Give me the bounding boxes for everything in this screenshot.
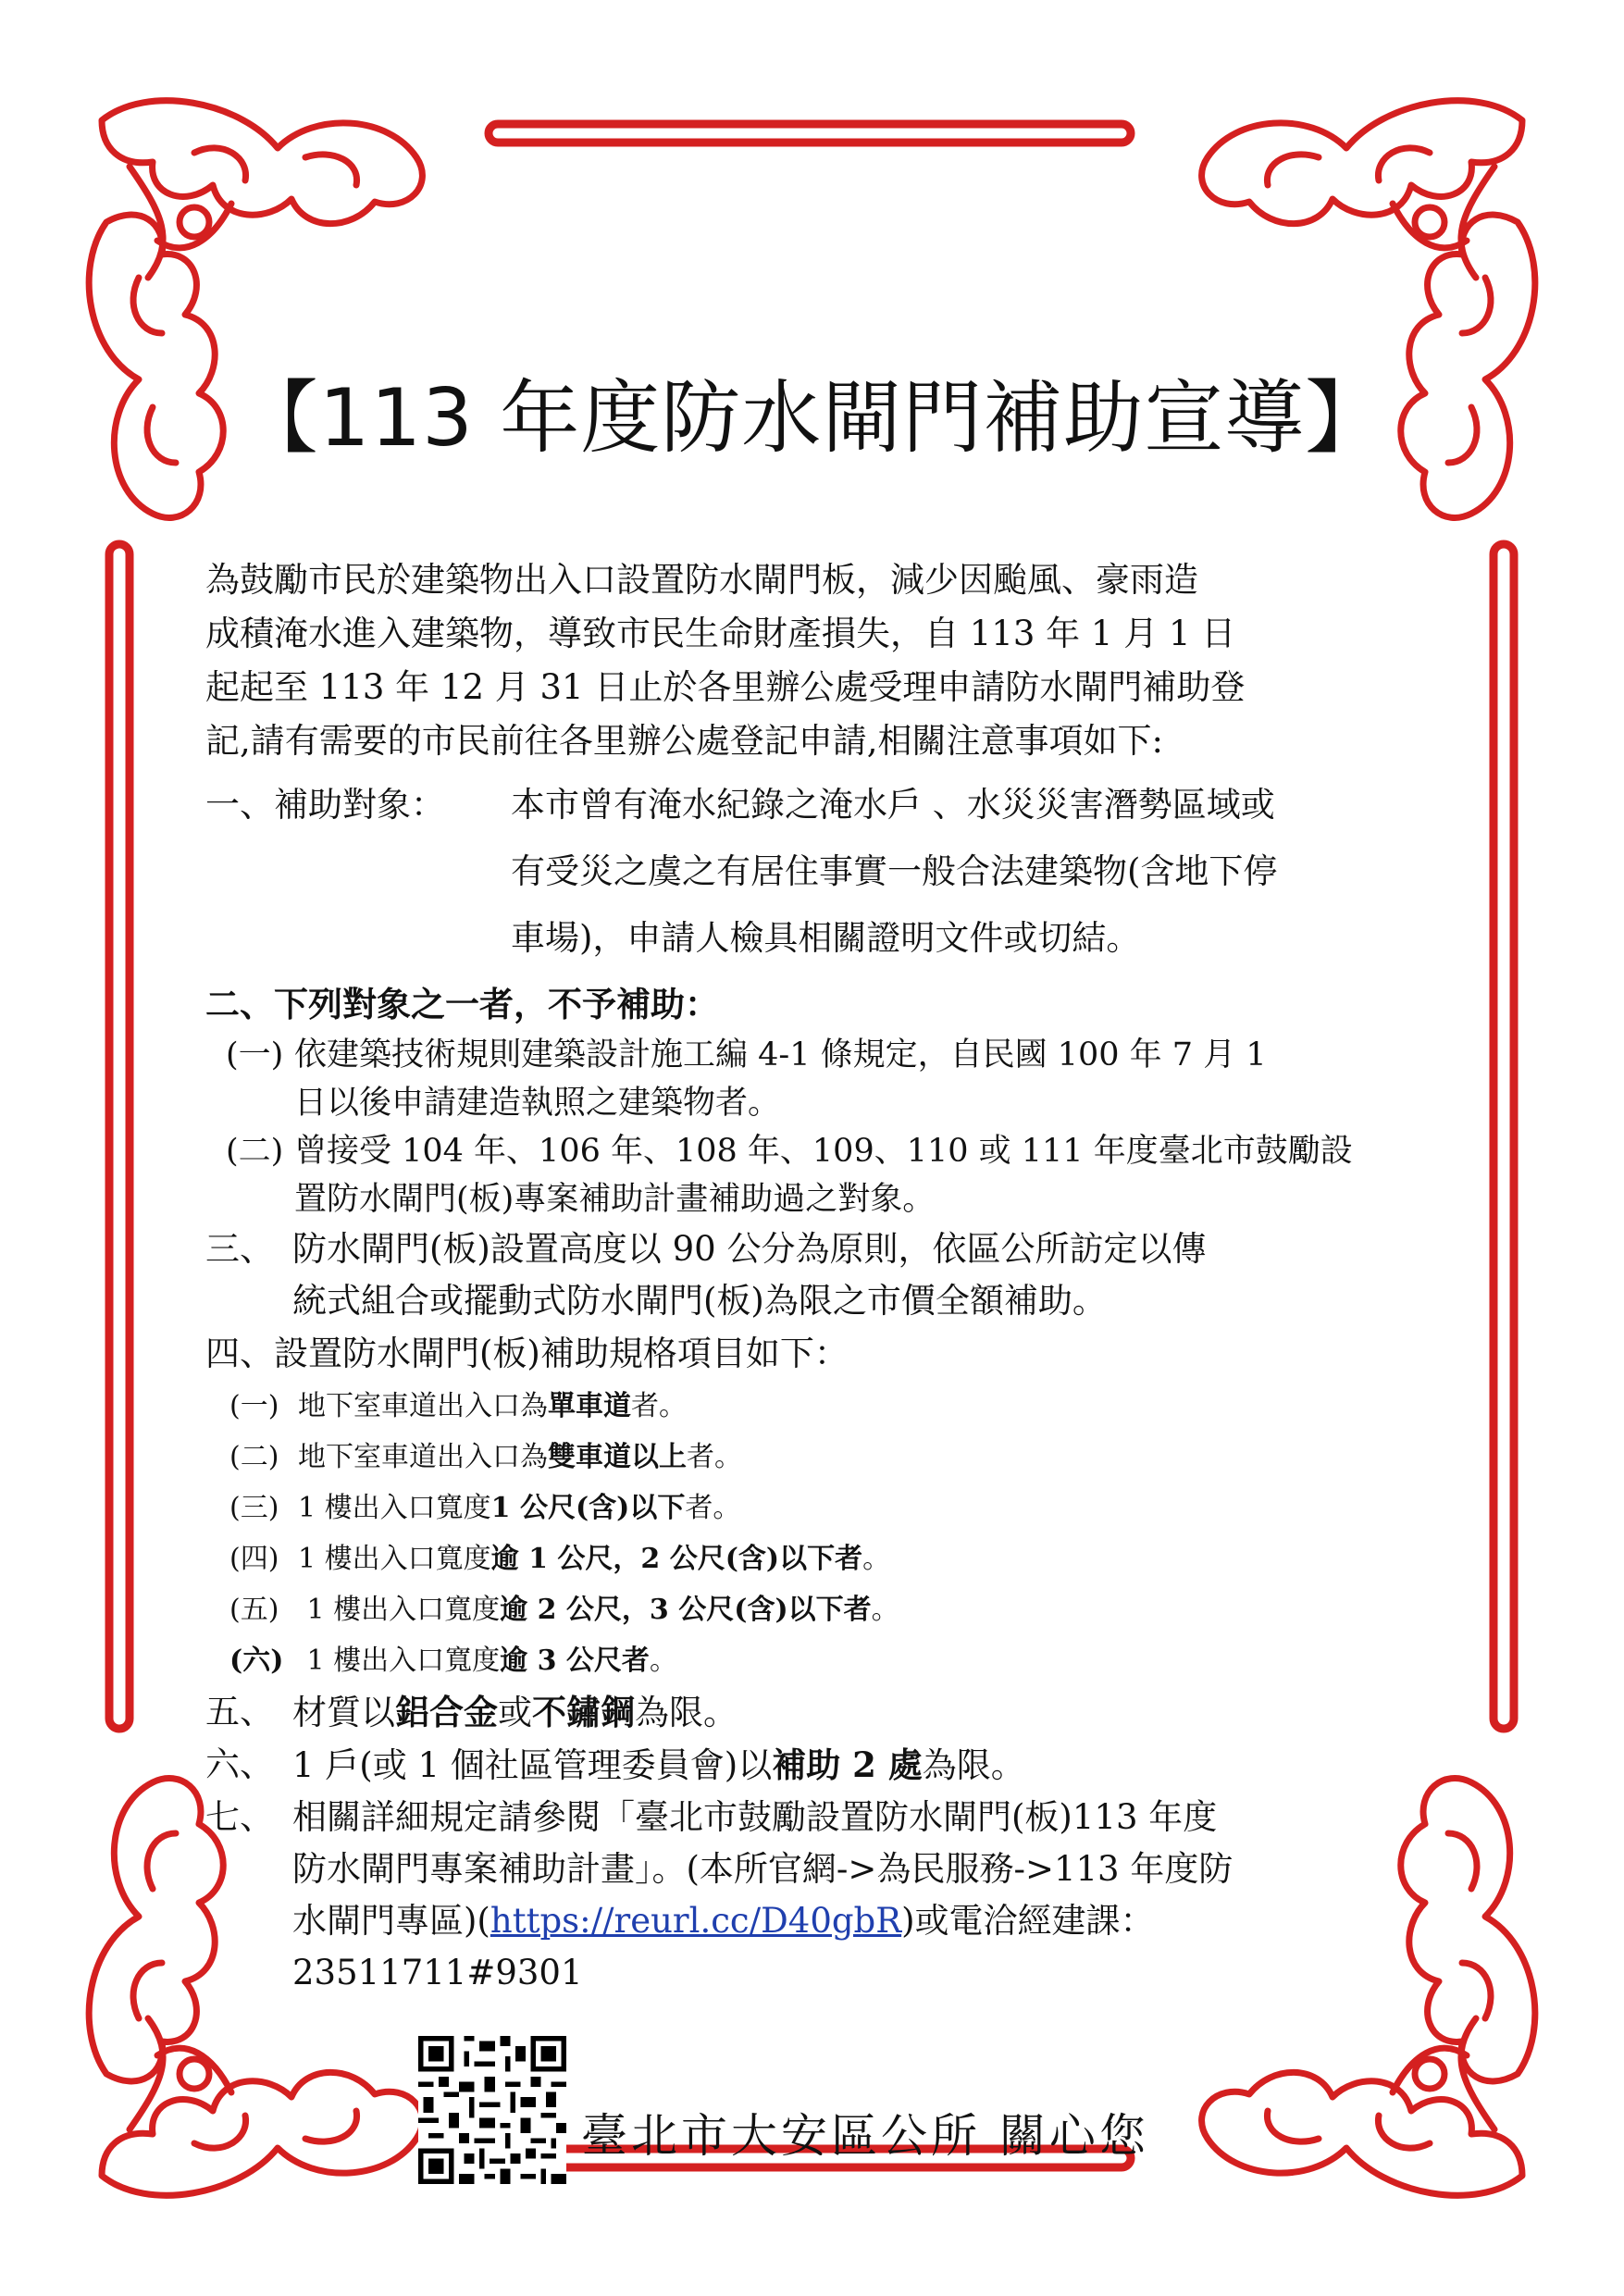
- intro-line: 為鼓勵市民於建築物出入口設置防水閘門板，減少因颱風、豪雨造: [205, 560, 1198, 600]
- item-label: 三、: [205, 1229, 274, 1269]
- item-text: 為限。: [635, 1693, 738, 1732]
- item-text: 水閘門專區)(: [292, 1901, 490, 1941]
- spec-number: (四): [229, 1543, 279, 1575]
- spec-row: [205, 1381, 1445, 1432]
- spec-row: [205, 1635, 1445, 1686]
- intro-paragraph: [205, 553, 1445, 768]
- notice-body: [205, 553, 1445, 1999]
- spec-number: (一): [229, 1390, 279, 1422]
- item-line: 本市曾有淹水紀錄之淹水戶 、水災災害潛勢區域或: [511, 785, 1275, 825]
- spec-text: 者。: [685, 1492, 741, 1524]
- phone-number: 23511711#9301: [292, 1953, 583, 1992]
- spec-text: 者。: [631, 1390, 687, 1422]
- item-emphasis: 不鏽鋼: [532, 1692, 635, 1732]
- item-line: 統式組合或擺動式防水閘門(板)為限之市價全額補助。: [292, 1281, 1107, 1321]
- item-specifications: [205, 1327, 1445, 1686]
- item-line: 有受災之虞之有居住事實一般合法建築物(含地下停: [511, 851, 1278, 891]
- item-material: [205, 1686, 1445, 1739]
- spec-number: (六): [229, 1644, 284, 1677]
- spec-emphasis: 逾 1 公尺，2 公尺(含)以下者: [490, 1543, 863, 1575]
- spec-emphasis: 逾 2 公尺，3 公尺(含)以下者: [500, 1594, 872, 1626]
- reference-link[interactable]: https://reurl.cc/D40gbR: [490, 1901, 902, 1941]
- spec-text: 。: [862, 1543, 891, 1575]
- item-emphasis: 鋁合金: [395, 1692, 498, 1732]
- item-text: 1 戶(或 1 個社區管理委員會)以: [292, 1745, 773, 1785]
- spec-text: 地下室車道出入口為: [298, 1441, 548, 1473]
- sub-line: 依建築技術規則建築設計施工編 4-1 條規定，自民國 100 年 7 月 1: [294, 1036, 1267, 1074]
- item-text: 為限。: [922, 1745, 1025, 1785]
- item-height-rule: [205, 1223, 1445, 1327]
- spec-row: [205, 1584, 1445, 1635]
- intro-line: 起起至 113 年 12 月 31 日止於各里辦公處受理申請防水閘門補助登: [205, 667, 1246, 707]
- item-exclusions: [205, 977, 1445, 1223]
- spec-number: (二): [229, 1441, 279, 1473]
- item-label: 六、: [205, 1744, 274, 1784]
- spec-text: 。: [871, 1594, 899, 1626]
- item-subsidy-target: [205, 772, 1445, 972]
- item-emphasis: 補助 2 處: [772, 1744, 923, 1785]
- spec-row: [205, 1432, 1445, 1483]
- intro-line: 記,請有需要的市民前往各里辦公處登記申請,相關注意事項如下:: [205, 721, 1163, 761]
- item-text: 或: [498, 1693, 532, 1732]
- item-text: 材質以: [292, 1693, 395, 1732]
- item-line: 相關詳細規定請參閱「臺北市鼓勵設置防水閘門(板)113 年度: [292, 1797, 1218, 1837]
- spec-number: (三): [229, 1492, 279, 1524]
- spec-emphasis: 1 公尺(含)以下: [490, 1492, 686, 1524]
- exclusion-sub-item: [205, 1127, 1445, 1223]
- intro-line: 成積淹水進入建築物，導致市民生命財產損失，自 113 年 1 月 1 日: [205, 614, 1236, 653]
- spec-text: 1 樓出入口寬度: [298, 1492, 491, 1524]
- exclusion-sub-item: [205, 1031, 1445, 1127]
- footer-signature: 臺北市大安區公所 關心您: [581, 2109, 1149, 2163]
- item-label: 五、: [205, 1692, 274, 1731]
- spec-text: 。: [649, 1644, 677, 1677]
- item-quota: [205, 1739, 1445, 1792]
- sub-label: (二): [226, 1133, 284, 1170]
- spec-text: 1 樓出入口寬度: [298, 1543, 491, 1575]
- item-heading: 二、下列對象之一者，不予補助：: [205, 984, 719, 1024]
- item-line: 車場)，申請人檢具相關證明文件或切結。: [511, 918, 1141, 958]
- spec-emphasis: 逾 3 公尺者: [500, 1644, 650, 1677]
- spec-emphasis: 雙車道以上: [548, 1441, 687, 1473]
- sub-line: 曾接受 104 年、106 年、108 年、109、110 或 111 年度臺北市鼓勵設: [294, 1133, 1353, 1170]
- sub-label: (一): [226, 1036, 284, 1074]
- spec-row: [205, 1533, 1445, 1584]
- spec-emphasis: 單車道: [548, 1390, 631, 1422]
- spec-number: (五): [229, 1594, 279, 1626]
- sub-line: 日以後申請建造執照之建築物者。: [294, 1085, 781, 1122]
- spec-text: 1 樓出入口寬度: [298, 1594, 501, 1626]
- item-line: 防水閘門(板)設置高度以 90 公分為原則，依區公所訪定以傳: [292, 1229, 1207, 1269]
- item-line: 防水閘門專案補助計畫」。(本所官網->為民服務->113 年度防: [292, 1849, 1233, 1889]
- spec-row: [205, 1483, 1445, 1533]
- item-heading: 四、設置防水閘門(板)補助規格項目如下：: [205, 1334, 849, 1373]
- page-title: 【113 年度防水閘門補助宣導】: [238, 372, 1386, 465]
- spec-text: 地下室車道出入口為: [298, 1390, 548, 1422]
- item-label: 七、: [205, 1797, 274, 1837]
- item-references: [205, 1792, 1445, 1999]
- sub-line: 置防水閘門(板)專案補助計畫補助過之對象。: [294, 1181, 936, 1218]
- qr-code: [418, 2036, 566, 2184]
- item-label: 一、補助對象：: [205, 785, 445, 825]
- item-text: )或電洽經建課：: [901, 1901, 1155, 1941]
- spec-text: 1 樓出入口寬度: [298, 1644, 501, 1677]
- spec-text: 者。: [687, 1441, 742, 1473]
